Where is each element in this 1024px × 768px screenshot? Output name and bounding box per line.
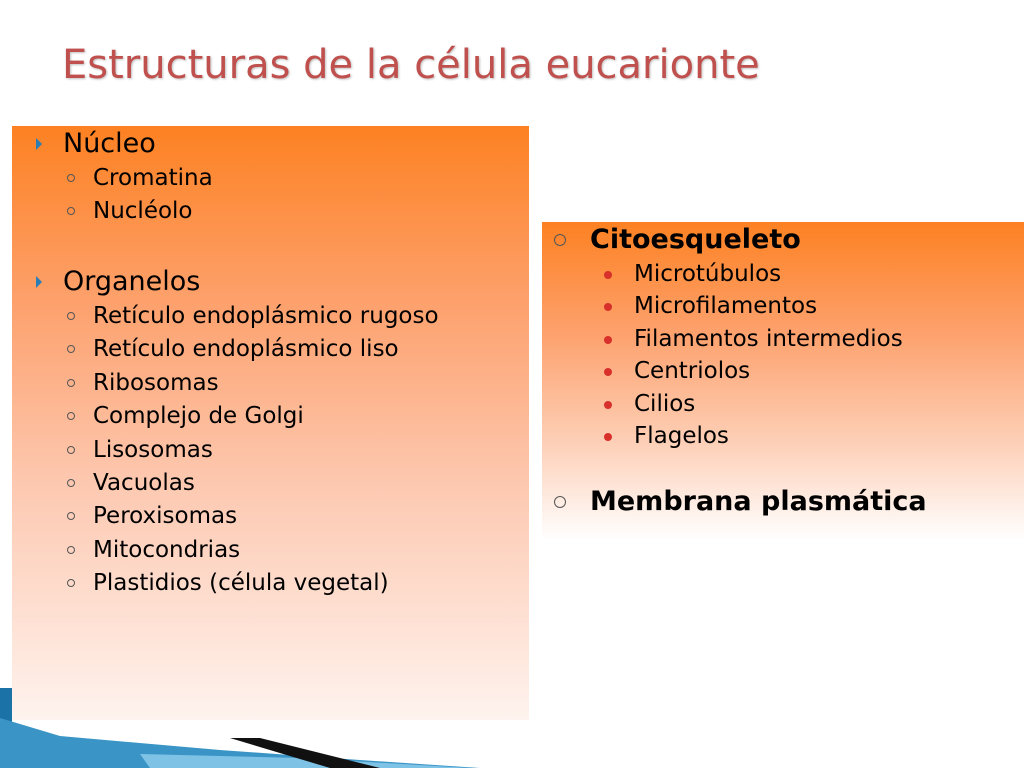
list-item: Cilios	[542, 388, 1024, 420]
ring-bullet-icon	[67, 207, 75, 215]
list-item: Microfilamentos	[542, 290, 1024, 322]
ring-bullet-icon	[67, 174, 75, 182]
list-item: Complejo de Golgi	[12, 400, 529, 433]
section-citoesqueleto	[542, 222, 1024, 452]
section-title: Organelos	[63, 266, 201, 297]
list-item: Flagelos	[542, 420, 1024, 452]
ring-bullet-icon	[67, 312, 75, 320]
subitem-list	[12, 300, 529, 601]
left-content-panel	[12, 126, 529, 720]
red-dot-bullet-icon	[604, 433, 612, 441]
list-item: Retículo endoplásmico liso	[12, 333, 529, 366]
section-title: Citoesqueleto	[590, 224, 801, 255]
list-item: Microtúbulos	[542, 258, 1024, 290]
section-heading	[542, 484, 1024, 520]
list-item: Cromatina	[12, 162, 529, 195]
list-item: Centriolos	[542, 355, 1024, 387]
section-nucleo	[12, 126, 529, 229]
ring-bullet-icon	[67, 579, 75, 587]
list-item: Plastidios (célula vegetal)	[12, 567, 529, 600]
triangle-bullet-icon	[36, 276, 42, 288]
red-dot-bullet-icon	[604, 336, 612, 344]
red-dot-bullet-icon	[604, 401, 612, 409]
section-title: Membrana plasmática	[590, 486, 927, 517]
list-item: Mitocondrias	[12, 534, 529, 567]
list-item: Nucléolo	[12, 195, 529, 228]
ring-bullet-icon	[67, 479, 75, 487]
subitem-list	[542, 258, 1024, 452]
list-item: Filamentos intermedios	[542, 323, 1024, 355]
right-content-panel	[542, 222, 1024, 540]
circle-bullet-icon	[554, 496, 566, 508]
circle-bullet-icon	[554, 234, 566, 246]
list-item: Retículo endoplásmico rugoso	[12, 300, 529, 333]
section-organelos	[12, 264, 529, 601]
ring-bullet-icon	[67, 546, 75, 554]
section-title: Núcleo	[63, 128, 156, 159]
section-heading	[542, 222, 1024, 258]
ring-bullet-icon	[67, 446, 75, 454]
slide-title: Estructuras de la célula eucarionte	[62, 42, 760, 88]
red-dot-bullet-icon	[604, 271, 612, 279]
triangle-bullet-icon	[36, 138, 42, 150]
ring-bullet-icon	[67, 345, 75, 353]
ring-bullet-icon	[67, 412, 75, 420]
ring-bullet-icon	[67, 512, 75, 520]
section-heading	[12, 126, 529, 162]
section-membrana-plasmatica	[542, 484, 1024, 520]
list-item: Peroxisomas	[12, 500, 529, 533]
ring-bullet-icon	[67, 379, 75, 387]
list-item: Vacuolas	[12, 467, 529, 500]
subitem-list	[12, 162, 529, 229]
red-dot-bullet-icon	[604, 368, 612, 376]
section-heading	[12, 264, 529, 300]
red-dot-bullet-icon	[604, 303, 612, 311]
list-item: Lisosomas	[12, 434, 529, 467]
list-item: Ribosomas	[12, 367, 529, 400]
